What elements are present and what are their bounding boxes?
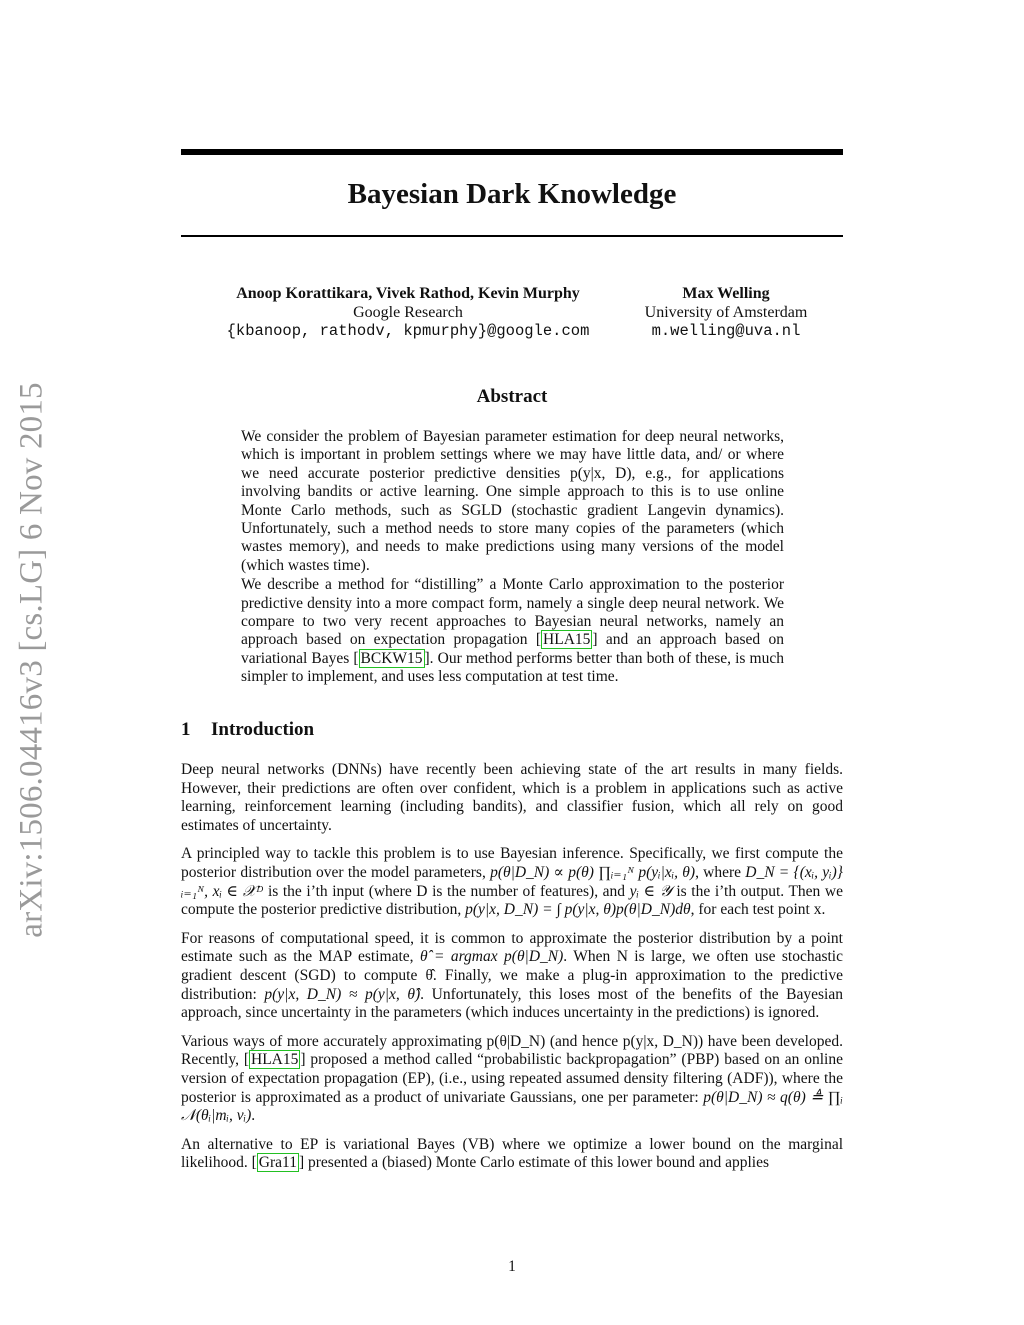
section-number: 1 [181, 719, 191, 740]
equation: p(y|x, D_N) = ∫ p(y|x, θ)p(θ|D_N)dθ [465, 901, 691, 919]
citation-link[interactable]: HLA15 [251, 1051, 299, 1069]
title-rule-top [181, 149, 843, 155]
author-names: Max Welling [682, 285, 770, 302]
paragraph: A principled way to tackle this problem is to use Bayesian inference. Specifically, we first compute the posterior distribution over the model parameters, p(θ|D_N) ∝ p(θ) ∏ᵢ₌₁ᴺ p(yᵢ|xᵢ, θ), where D_N = {(xᵢ, yᵢ)}ᵢ₌₁ᴺ, xᵢ ∈ 𝒳ᴰ is the i’th input (where D is the number of features), and yᵢ ∈ 𝒴 is the i’th output. Then we compute the posterior predictive distribution, p(y|x, D_N) = ∫ p(y|x, θ)p(θ|D_N)dθ, for each test point x. [181, 845, 843, 919]
page-number: 1 [508, 1258, 516, 1275]
section-title: Introduction [211, 719, 315, 740]
equation: p(θ|D_N) ≈ q(θ) ≜ ∏ᵢ 𝒩(θᵢ|mᵢ, vᵢ) [181, 1088, 844, 1125]
author-block-amsterdam [636, 284, 816, 341]
equation: θ̂ = argmax p(θ|D_N) [419, 948, 564, 966]
title-rule-bottom [181, 235, 843, 237]
abstract-paragraph-2: We describe a method for “distilling” a Monte Carlo approximation to the posterior predictive density into a more compact form, namely a single deep neural network. We compare to two very recent approaches to Bayesian neural networks, namely an approach based on expectation propagation [ HLA15 ] and an approach based on variational Bayes [ BCKW15 ]. Our method performs better than both of these, is much simpler to implement, and uses less computation at test time. [241, 576, 784, 686]
paper-title: Bayesian Dark Knowledge [347, 178, 677, 210]
abstract-body [241, 428, 784, 687]
paragraph: Various ways of more accurately approximating p(θ|D_N) (and hence p(y|x, D_N)) have been developed. Recently, [ HLA15 ] proposed a method called “probabilistic backpropagation” (PBP) based on an online version of expectation propagation (EP), (i.e., using repeated assumed density filtering (ADF)), where the posterior is approximated as a product of univariate Gaussians, one per parameter: p(θ|D_N) ≈ q(θ) ≜ ∏ᵢ 𝒩(θᵢ|mᵢ, vᵢ). [181, 1032, 844, 1125]
arxiv-identifier: arXiv:1506.04416v3 [cs.LG] 6 Nov 2015 [13, 382, 50, 938]
paragraph: For reasons of computational speed, it is common to approximate the posterior distribution by a point estimate such as the MAP estimate, θ̂ = argmax p(θ|D_N). When N is large, we often use stochastic gradient descent (SGD) to compute θ̂. Finally, we make a plug-in approximation to the predictive distribution: p(y|x, D_N) ≈ p(y|x, θ̂). Unfortunately, this loses most of the benefits of the Bayesian approach, since uncertainty in the parameters (which induces uncertainty in the predictions) is ignored. [181, 929, 843, 1022]
arxiv-sidebar [2, 360, 62, 960]
author-email: m.welling@uva.nl [651, 322, 801, 340]
author-affiliation: University of Amsterdam [644, 304, 808, 321]
paragraph: Deep neural networks (DNNs) have recently been achieving state of the art results in many fields. However, their predictions are often over confident, which is a problem in applications such as active learning, reinforcement learning (including bandits), and classifier fusion, which all rely on good estimates of uncertainty. [181, 761, 843, 834]
author-email: {kbanoop, rathodv, kpmurphy}@google.com [226, 322, 590, 340]
author-block-google [212, 284, 604, 341]
abstract-heading: Abstract [476, 386, 548, 407]
introduction-body [181, 761, 843, 1183]
equation: p(y|x, D_N) ≈ p(y|x, θ̂) [264, 985, 421, 1003]
author-affiliation: Google Research [353, 304, 463, 321]
abstract-paragraph-1: We consider the problem of Bayesian parameter estimation for deep neural networks, which is important in problem settings where we may have little data, and/ or where we need accurate posterior predictive densities p(y|x, D), e.g., for applications involving bandits or active learning. One simple approach to this is to use online Monte Carlo methods, such as SGLD (stochastic gradient Langevin dynamics). Unfortunately, such a method needs to store many copies of the parameters (which wastes memory), and needs to make predictions using many versions of the model (which wastes time). [241, 428, 784, 574]
equation: D_N = {(xᵢ, yᵢ)}ᵢ₌₁ᴺ, xᵢ ∈ 𝒳ᴰ [181, 863, 843, 900]
equation: yᵢ ∈ 𝒴 [629, 882, 672, 900]
citation-link[interactable]: Gra11 [258, 1154, 297, 1172]
citation-link[interactable]: HLA15 [543, 631, 591, 649]
section-heading-introduction [181, 719, 314, 741]
citation-link[interactable]: BCKW15 [360, 649, 423, 667]
author-names: Anoop Korattikara, Vivek Rathod, Kevin Murphy [236, 285, 580, 302]
paragraph: An alternative to EP is variational Bayes (VB) where we optimize a lower bound on the marginal likelihood. [ Gra11 ] presented a (biased) Monte Carlo estimate of this lower bound and applies [181, 1135, 843, 1172]
equation: p(θ|D_N) ∝ p(θ) ∏ᵢ₌₁ᴺ p(yᵢ|xᵢ, θ) [490, 863, 696, 881]
